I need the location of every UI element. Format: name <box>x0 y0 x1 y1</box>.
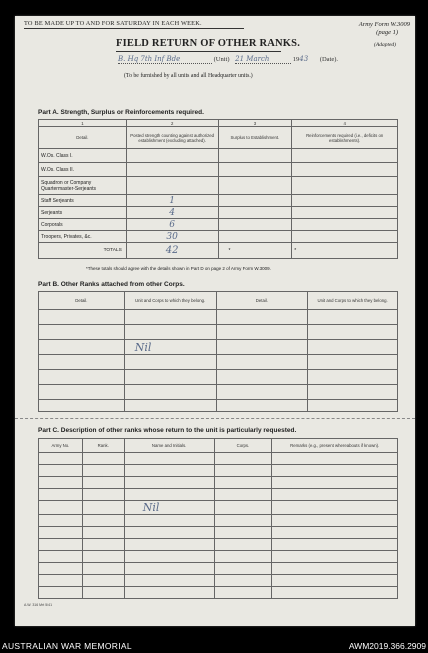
part-b-header-row <box>39 292 398 310</box>
table-row <box>39 575 398 587</box>
part-c-title: Part C. Description of other ranks whose return to the unit is particularly requested. <box>38 427 297 434</box>
table-row <box>39 370 398 385</box>
totals-strength: 42 <box>126 243 218 259</box>
row-label: Troopers, Privates, &c. <box>39 231 127 243</box>
table-row <box>39 325 398 340</box>
strength-value <box>126 163 218 177</box>
table-row <box>39 310 398 325</box>
strength-value: 4 <box>126 207 218 219</box>
strength-value: 6 <box>126 219 218 231</box>
row-label: Staff Serjeants <box>39 195 127 207</box>
header-corps: Corps. <box>214 439 272 453</box>
strength-value <box>126 149 218 163</box>
table-row <box>39 501 398 515</box>
table-row <box>39 355 398 370</box>
row-label: W.Os. Class II. <box>39 163 127 177</box>
table-row <box>39 163 398 177</box>
strength-value <box>126 177 218 195</box>
row-label: Corporals <box>39 219 127 231</box>
col-number: 3 <box>218 120 292 127</box>
form-number-block <box>359 21 410 37</box>
table-row <box>39 340 398 355</box>
header-unit-corps: Unit and Corps to which they belong. <box>308 292 398 310</box>
part-a-col-numbers <box>39 120 398 127</box>
unit-date-line <box>118 55 338 64</box>
col-number: 1 <box>39 120 127 127</box>
table-row <box>39 385 398 400</box>
col-number: 2 <box>126 120 218 127</box>
totals-mark: * <box>218 243 292 259</box>
header-rank: Rank. <box>82 439 124 453</box>
totals-label: TOTALS <box>39 243 127 259</box>
part-b-entry: Nil <box>124 340 216 355</box>
year-prefix: 19 <box>292 56 300 63</box>
table-row <box>39 400 398 412</box>
table-row <box>39 207 398 219</box>
date-label: (Date). <box>319 56 339 63</box>
form-number: Army Form W.3009 <box>358 21 410 28</box>
header-detail: Detail. <box>39 127 127 149</box>
table-row <box>39 527 398 539</box>
part-c-header-row <box>39 439 398 453</box>
header-surplus: Surplus to Establishment. <box>218 127 292 149</box>
part-a-footnote: *These totals should agree with the details shown in Part D on page 2 of Army Form W.3009. <box>86 266 271 271</box>
row-label: W.Os. Class I. <box>39 149 127 163</box>
table-row <box>39 177 398 195</box>
date-value: 21 March <box>235 55 291 64</box>
part-c-entry: Nil <box>124 501 214 515</box>
adapted-note: (Adapted) <box>374 42 396 48</box>
strength-value: 30 <box>126 231 218 243</box>
part-b-title: Part B. Other Ranks attached from other Corps. <box>38 281 185 288</box>
table-row <box>39 563 398 575</box>
table-row <box>39 489 398 501</box>
unit-label: (Unit) <box>213 56 230 63</box>
top-note: TO BE MADE UP TO AND FOR SATURDAY IN EACH WEEK. <box>24 20 202 27</box>
part-b-table <box>38 291 398 412</box>
part-a-table <box>38 119 398 259</box>
table-row <box>39 465 398 477</box>
part-a-header-row <box>39 127 398 149</box>
part-c-table <box>38 438 398 599</box>
strength-value: 1 <box>126 195 218 207</box>
totals-mark: * <box>292 243 398 259</box>
table-row <box>39 477 398 489</box>
table-row <box>39 587 398 599</box>
header-reinforcements: Reinforcements required (i.e., deficits on establishments). <box>292 127 398 149</box>
col-number: 4 <box>292 120 398 127</box>
table-row <box>39 539 398 551</box>
header-army-no: Army No. <box>39 439 83 453</box>
footer-institution: AUSTRALIAN WAR MEMORIAL <box>2 641 132 651</box>
form-title: FIELD RETURN OF OTHER RANKS. <box>116 38 301 49</box>
table-row <box>39 149 398 163</box>
table-row <box>39 195 398 207</box>
form-page: (page 1) <box>376 29 398 36</box>
header-remarks: Remarks (e.g., present whereabouts if known). <box>272 439 398 453</box>
table-row <box>39 515 398 527</box>
furnish-note: (To be furnished by all units and all Headquarter units.) <box>124 73 253 79</box>
row-label: Squadron or Company Quartermaster-Serjeants <box>39 177 127 195</box>
top-note-underline <box>24 28 244 29</box>
row-label: Serjeants <box>39 207 127 219</box>
header-unit-corps: Unit and Corps to which they belong. <box>124 292 216 310</box>
header-posted-strength: Posted strength counting against authorized establishment (excluding attached). <box>126 127 218 149</box>
footer-accession-number: AWM2019.366.2909 <box>348 641 426 651</box>
table-row <box>39 231 398 243</box>
unit-value: B. Hq 7th Inf Bde <box>118 55 212 64</box>
part-a-title: Part A. Strength, Surplus or Reinforcements required. <box>38 109 204 116</box>
header-detail: Detail. <box>39 292 125 310</box>
perforation-line <box>15 418 415 419</box>
header-name: Name and Initials. <box>124 439 214 453</box>
table-row <box>39 219 398 231</box>
totals-row <box>39 243 398 259</box>
year-value: 43 <box>299 55 309 63</box>
table-row <box>39 551 398 563</box>
title-underline <box>116 51 281 52</box>
header-detail: Detail. <box>216 292 308 310</box>
table-row <box>39 453 398 465</box>
print-reference: A.W. 316 Mrt 5/41 <box>24 603 53 607</box>
